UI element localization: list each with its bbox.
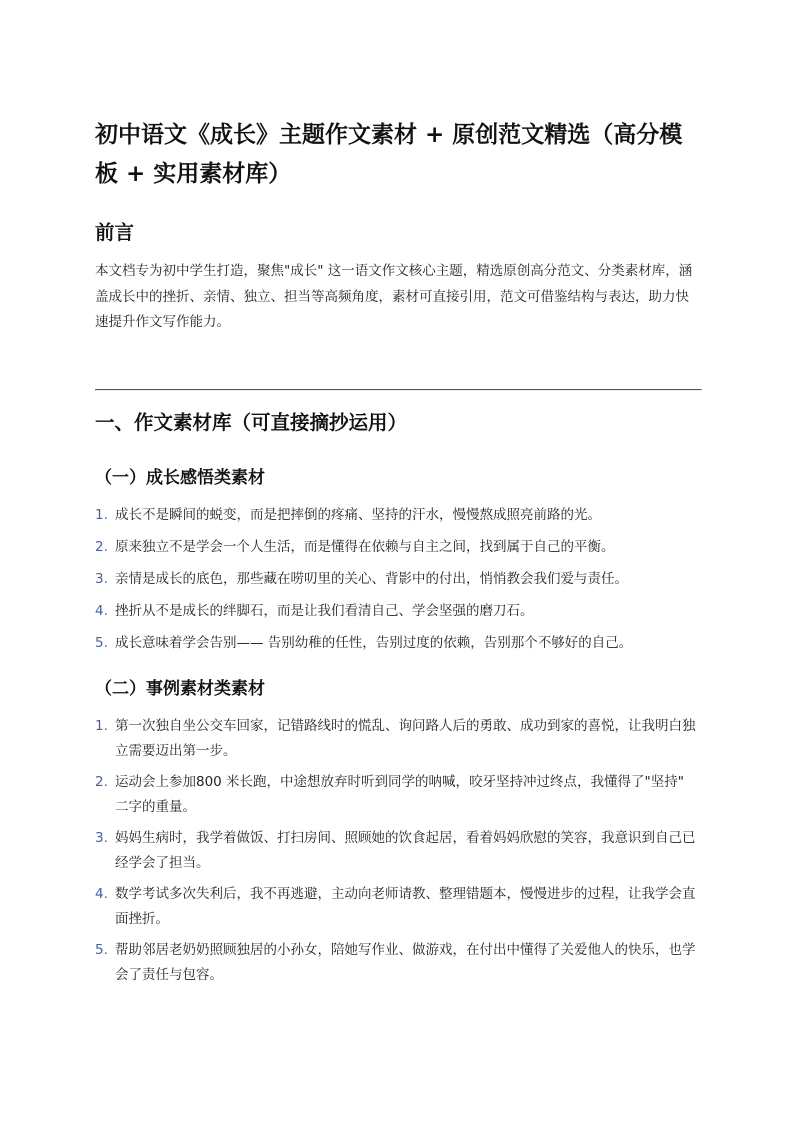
list-item-text: 运动会上参加800 米长跑，中途想放弃时听到同学的呐喊，咬牙坚持冲过终点，我懂得了"坚持" 二字的重量。 bbox=[115, 774, 684, 815]
list-item bbox=[95, 938, 700, 988]
list-item-text: 第一次独自坐公交车回家，记错路线时的慌乱、询问路人后的勇敢、成功到家的喜悦，让我明白独立需要迈出第一步。 bbox=[115, 718, 696, 759]
list-item bbox=[95, 567, 700, 592]
list-item bbox=[95, 770, 700, 820]
list-item bbox=[95, 535, 700, 560]
document-title: 初中语文《成长》主题作文素材 + 原创范文精选（高分模板 + 实用素材库） bbox=[95, 122, 683, 187]
list-item bbox=[95, 599, 700, 624]
list-item-number: 2. bbox=[95, 774, 108, 790]
list-item-text: 挫折从不是成长的绊脚石，而是让我们看清自己、学会坚强的磨刀石。 bbox=[115, 603, 534, 619]
list-item-number: 5. bbox=[95, 942, 108, 958]
subsection-heading-growth-insights: （一）成长感悟类素材 bbox=[95, 468, 265, 488]
list-item-text: 成长不是瞬间的蜕变，而是把摔倒的疼痛、坚持的汗水，慢慢熬成照亮前路的光。 bbox=[115, 507, 601, 523]
list-item-text: 原来独立不是学会一个人生活，而是懂得在依赖与自主之间，找到属于自己的平衡。 bbox=[115, 539, 615, 555]
list-item bbox=[95, 503, 700, 528]
list-item-number: 3. bbox=[95, 830, 108, 846]
list-item-text: 帮助邻居老奶奶照顾独居的小孙女，陪她写作业、做游戏，在付出中懂得了关爱他人的快乐，也学会了责任与包容。 bbox=[115, 942, 696, 983]
list-item-text: 妈妈生病时，我学着做饭、打扫房间、照顾她的饮食起居，看着妈妈欣慰的笑容，我意识到自己已经学会了担当。 bbox=[115, 830, 696, 871]
list-item bbox=[95, 631, 700, 656]
list-item-number: 1. bbox=[95, 718, 108, 734]
preface-paragraph: 本文档专为初中学生打造，聚焦"成长" 这一语文作文核心主题，精选原创高分范文、分类素材库，涵盖成长中的挫折、亲情、独立、担当等高频角度，素材可直接引用，范文可借鉴结构与表达，助力快速提升作文写作能力。 bbox=[95, 263, 693, 330]
subsection-heading-example-materials: （二）事例素材类素材 bbox=[95, 679, 265, 699]
list-item-text: 成长意味着学会告别—— 告别幼稚的任性，告别过度的依赖，告别那个不够好的自己。 bbox=[115, 635, 633, 651]
list-item-number: 2. bbox=[95, 539, 108, 555]
list-item-text: 亲情是成长的底色，那些藏在唠叨里的关心、背影中的付出，悄悄教会我们爱与责任。 bbox=[115, 571, 628, 587]
list-item-text: 数学考试多次失利后，我不再逃避，主动向老师请教、整理错题本，慢慢进步的过程，让我学会直面挫折。 bbox=[115, 886, 696, 927]
list-item-number: 4. bbox=[95, 886, 108, 902]
example-materials-list bbox=[95, 714, 700, 994]
section-heading-material-library: 一、作文素材库（可直接摘抄运用） bbox=[95, 411, 408, 434]
list-item-number: 3. bbox=[95, 571, 108, 587]
list-item-number: 5. bbox=[95, 635, 108, 651]
growth-insights-list bbox=[95, 503, 700, 663]
list-item bbox=[95, 826, 700, 876]
section-divider bbox=[95, 389, 702, 391]
list-item-number: 4. bbox=[95, 603, 108, 619]
list-item bbox=[95, 714, 700, 764]
preface-heading: 前言 bbox=[95, 221, 135, 244]
list-item bbox=[95, 882, 700, 932]
list-item-number: 1. bbox=[95, 507, 108, 523]
